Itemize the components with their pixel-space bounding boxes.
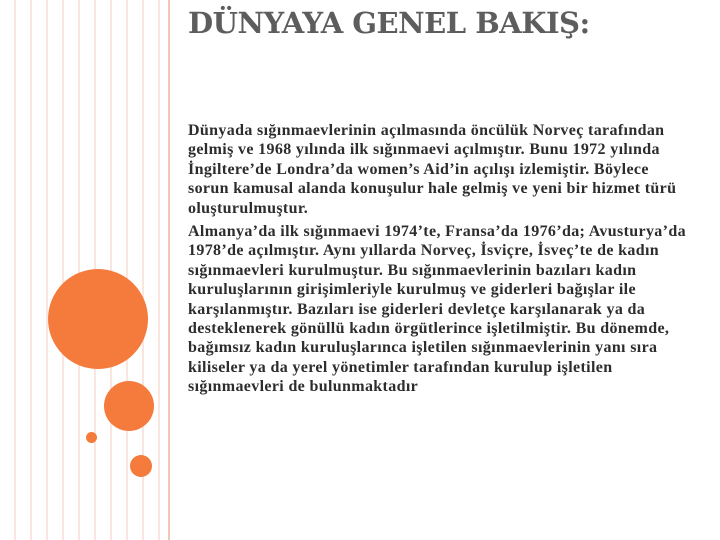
- slide-title: DÜNYAYA GENEL BAKIŞ:: [188, 6, 590, 40]
- vertical-divider: [168, 0, 170, 540]
- small-circle-decoration: [130, 455, 152, 477]
- slide-body: [188, 121, 688, 401]
- body-paragraph: Dünyada sığınmaevlerinin açılmasında öncülük Norveç tarafından gelmiş ve 1968 yılında ilk sığınmaevi açılmıştır. Bunu 1972 yılında İngiltere’de Londra’da women’s Aid’in açılışı izlemiştir. Böylece sorun kamusal alanda konuşulur hale gelmiş ve yeni bir hizmet türü oluşturulmuştur.: [188, 122, 677, 217]
- tiny-circle-decoration: [86, 432, 97, 443]
- medium-circle-decoration: [104, 381, 154, 431]
- body-paragraph: Almanya’da ilk sığınmaevi 1974’te, Fransa’da 1976’da; Avusturya’da 1978’de açılmıştır. Aynı yıllarda Norveç, İsviçre, İsveç’te de kadın sığınmaevleri kurulmuştur. Bu sığınmaevlerinin bazıları kadın kuruluşlarının girişimleriyle kurulmuş ve giderleri bağışlar ile karşılanmıştır. Bazıları ise giderleri devletçe karşılanarak ya da desteklenerek gönüllü kadın örgütlerince işletilmiştir. Bu dönemde, bağımsız kadın kuruluşlarınca işletilen sığınmaevlerinin yanı sıra kiliseler ya da yerel yönetimler tarafından kurulup işletilen sığınmaevleri de bulunmaktadır: [188, 223, 686, 396]
- large-circle-decoration: [48, 269, 148, 369]
